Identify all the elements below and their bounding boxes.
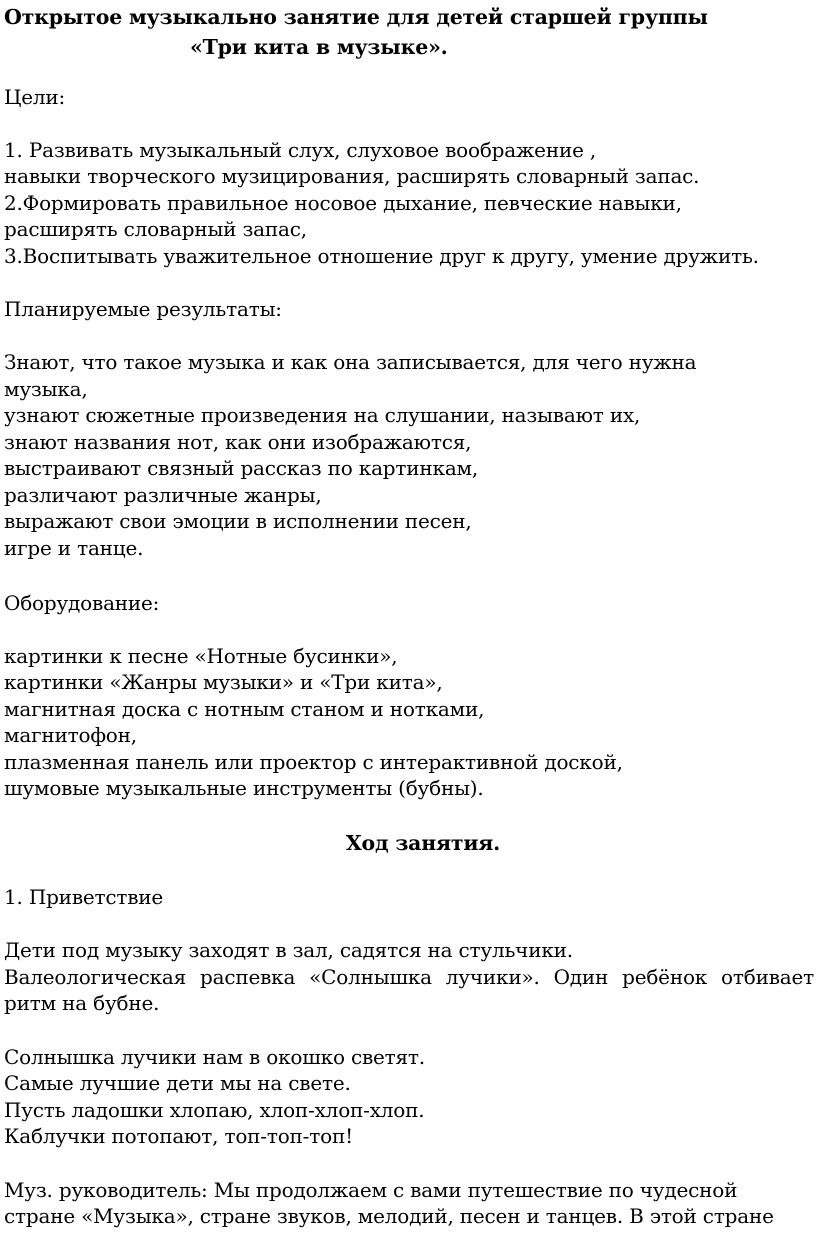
song-line: Пусть ладошки хлопаю, хлоп-хлоп-хлоп. [4, 1098, 425, 1122]
leader-line: Муз. руководитель: Мы продолжаем с вами путешествие по чудесной [4, 1178, 738, 1202]
goals-heading: Цели: [4, 85, 66, 109]
equipment-line: плазменная панель или проектор с интерактивной доской, [4, 750, 623, 774]
result-line: выражают свои эмоции в исполнении песен, [4, 509, 472, 533]
step-1-line: Валеологическая распевка «Солнышка лучики». Один ребёнок отбивает [4, 965, 814, 989]
result-line: Знают, что такое музыка и как она записывается, для чего нужна [4, 350, 697, 374]
result-line: различают различные жанры, [4, 483, 322, 507]
result-line: музыка, [4, 377, 88, 401]
result-line: знают названия нот, как они изображаются, [4, 430, 472, 454]
goal-line: навыки творческого музицирования, расширять словарный запас. [4, 164, 700, 188]
equipment-line: картинки к песне «Нотные бусинки», [4, 644, 398, 668]
song-line: Солнышка лучики нам в окошко светят. [4, 1045, 425, 1069]
equipment-line: картинки «Жанры музыки» и «Три кита», [4, 670, 443, 694]
song-line: Самые лучшие дети мы на свете. [4, 1071, 351, 1095]
course-heading: Ход занятия. [345, 831, 501, 855]
title-line-1: Открытое музыкально занятие для детей старшей группы [4, 5, 708, 29]
goal-line: расширять словарный запас, [4, 217, 307, 241]
leader-line: стране «Музыка», стране звуков, мелодий, песен и танцев. В этой стране [4, 1204, 774, 1228]
step-1-line: ритм на бубне. [4, 991, 160, 1015]
result-line: игре и танце. [4, 536, 144, 560]
goal-line: 1. Развивать музыкальный слух, слуховое воображение , [4, 138, 597, 162]
result-line: выстраивают связный рассказ по картинкам, [4, 456, 479, 480]
goal-line: 2.Формировать правильное носовое дыхание, певческие навыки, [4, 191, 682, 215]
song-line: Каблучки потопают, топ-топ-топ! [4, 1124, 353, 1148]
equipment-line: магнитная доска с нотным станом и нотками, [4, 697, 485, 721]
equipment-heading: Оборудование: [4, 591, 160, 615]
title-line-2: «Три кита в музыке». [190, 35, 448, 59]
results-heading: Планируемые результаты: [4, 297, 282, 321]
step-1-line: Дети под музыку заходят в зал, садятся на стульчики. [4, 938, 573, 962]
equipment-line: шумовые музыкальные инструменты (бубны). [4, 776, 484, 800]
goal-line: 3.Воспитывать уважительное отношение друг к другу, умение дружить. [4, 244, 759, 268]
equipment-line: магнитофон, [4, 723, 137, 747]
step-1-heading: 1. Приветствие [4, 885, 164, 909]
result-line: узнают сюжетные произведения на слушании, называют их, [4, 403, 641, 427]
